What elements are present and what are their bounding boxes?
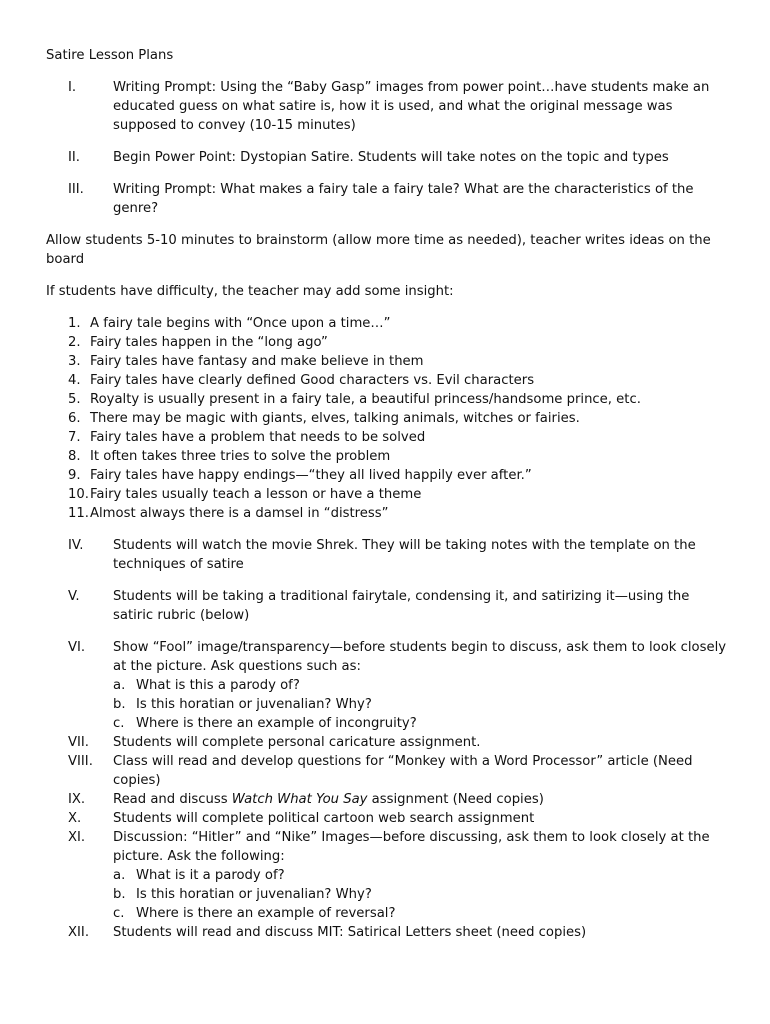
sub-letter: b. bbox=[113, 697, 126, 712]
sub-text: What is this a parody of? bbox=[136, 678, 300, 693]
sub-letter: a. bbox=[113, 678, 126, 693]
sub-text: What is it a parody of? bbox=[136, 868, 285, 883]
list-text: Fairy tales happen in the “long ago” bbox=[90, 335, 328, 350]
insight-paragraph: If students have difficulty, the teacher may add some insight: bbox=[46, 284, 454, 299]
item-text: Show “Fool” image/transparency—before students begin to discuss, ask them to look closely at the picture. Ask questions such as: bbox=[113, 640, 727, 674]
item-text bbox=[113, 790, 728, 809]
list-text: Royalty is usually present in a fairy tale, a beautiful princess/handsome prince, etc. bbox=[90, 392, 641, 407]
item-number: XII. bbox=[68, 925, 90, 940]
fairy-list-item bbox=[68, 314, 728, 333]
list-text: Fairy tales have fantasy and make believe in them bbox=[90, 354, 424, 369]
sub-text: Where is there an example of reversal? bbox=[136, 906, 396, 921]
fairy-list-item bbox=[68, 504, 728, 523]
item-number: IX. bbox=[68, 792, 86, 807]
list-text: It often takes three tries to solve the problem bbox=[90, 449, 391, 464]
list-number: 1. bbox=[68, 316, 81, 331]
fairy-list-item bbox=[68, 371, 728, 390]
list-text: Fairy tales have happy endings—“they all lived happily ever after.” bbox=[90, 468, 532, 483]
sub-question bbox=[113, 885, 713, 904]
list-number: 3. bbox=[68, 354, 81, 369]
fairy-list-item bbox=[68, 466, 728, 485]
item-text: Students will complete personal caricature assignment. bbox=[113, 735, 481, 750]
item-number: III. bbox=[68, 182, 84, 197]
fairy-list-item bbox=[68, 352, 728, 371]
sub-letter: c. bbox=[113, 906, 125, 921]
sub-letter: b. bbox=[113, 887, 126, 902]
item-text: Begin Power Point: Dystopian Satire. Students will take notes on the topic and types bbox=[113, 150, 669, 165]
list-text: Fairy tales have a problem that needs to be solved bbox=[90, 430, 426, 445]
sub-question bbox=[113, 904, 713, 923]
list-text: Fairy tales have clearly defined Good characters vs. Evil characters bbox=[90, 373, 535, 388]
fairy-list-item bbox=[68, 428, 728, 447]
item-text-pre: Read and discuss bbox=[113, 792, 232, 807]
sub-text: Where is there an example of incongruity? bbox=[136, 716, 417, 731]
item-number: V. bbox=[68, 589, 80, 604]
item-number: VI. bbox=[68, 640, 86, 655]
item-text: Students will complete political cartoon web search assignment bbox=[113, 811, 535, 826]
fairy-list-item bbox=[68, 447, 728, 466]
list-number: 6. bbox=[68, 411, 81, 426]
sub-question bbox=[113, 695, 713, 714]
item-text: Students will read and discuss MIT: Satirical Letters sheet (need copies) bbox=[113, 925, 587, 940]
list-number: 11. bbox=[68, 506, 89, 521]
item-text: Students will be taking a traditional fairytale, condensing it, and satirizing it—using the satiric rubric (below) bbox=[113, 589, 690, 623]
sub-letter: c. bbox=[113, 716, 125, 731]
sub-text: Is this horatian or juvenalian? Why? bbox=[136, 887, 372, 902]
list-number: 4. bbox=[68, 373, 81, 388]
item-text-post: assignment (Need copies) bbox=[367, 792, 544, 807]
sub-question bbox=[113, 866, 713, 885]
sub-question bbox=[113, 714, 713, 733]
fairy-list-item bbox=[68, 485, 728, 504]
item-number: IV. bbox=[68, 538, 84, 553]
assignment-title: Watch What You Say bbox=[231, 792, 368, 807]
item-text: Class will read and develop questions for “Monkey with a Word Processor” article (Need copies) bbox=[113, 754, 693, 788]
fairy-list-item bbox=[68, 333, 728, 352]
item-number: VIII. bbox=[68, 754, 93, 769]
fairy-list-item bbox=[68, 390, 728, 409]
sub-text: Is this horatian or juvenalian? Why? bbox=[136, 697, 372, 712]
list-number: 10. bbox=[68, 487, 89, 502]
list-text: There may be magic with giants, elves, talking animals, witches or fairies. bbox=[90, 411, 580, 426]
list-number: 9. bbox=[68, 468, 81, 483]
item-text: Writing Prompt: What makes a fairy tale a fairy tale? What are the characteristics of the genre? bbox=[113, 182, 694, 216]
item-number: I. bbox=[68, 80, 77, 95]
item-text: Students will watch the movie Shrek. They will be taking notes with the template on the techniques of satire bbox=[113, 538, 696, 572]
list-text: Almost always there is a damsel in “distress” bbox=[90, 506, 389, 521]
list-number: 2. bbox=[68, 335, 81, 350]
document-title: Satire Lesson Plans bbox=[46, 48, 174, 63]
list-number: 7. bbox=[68, 430, 81, 445]
list-number: 5. bbox=[68, 392, 81, 407]
item-number: XI. bbox=[68, 830, 86, 845]
item-text: Writing Prompt: Using the “Baby Gasp” images from power point…have students make an educated guess on what satire is, how it is used, and what the original message was supposed to convey (10-15 minutes) bbox=[113, 80, 710, 133]
sub-letter: a. bbox=[113, 868, 126, 883]
fairy-list-item bbox=[68, 409, 728, 428]
item-text: Discussion: “Hitler” and “Nike” Images—before discussing, ask them to look closely at the picture. Ask the following: bbox=[113, 830, 710, 864]
list-text: A fairy tale begins with “Once upon a time…” bbox=[90, 316, 391, 331]
item-number: II. bbox=[68, 150, 80, 165]
sub-question bbox=[113, 676, 713, 695]
item-number: X. bbox=[68, 811, 82, 826]
brainstorm-paragraph: Allow students 5-10 minutes to brainstorm (allow more time as needed), teacher writes ideas on the board bbox=[46, 233, 711, 267]
item-number: VII. bbox=[68, 735, 89, 750]
list-text: Fairy tales usually teach a lesson or have a theme bbox=[90, 487, 422, 502]
list-number: 8. bbox=[68, 449, 81, 464]
